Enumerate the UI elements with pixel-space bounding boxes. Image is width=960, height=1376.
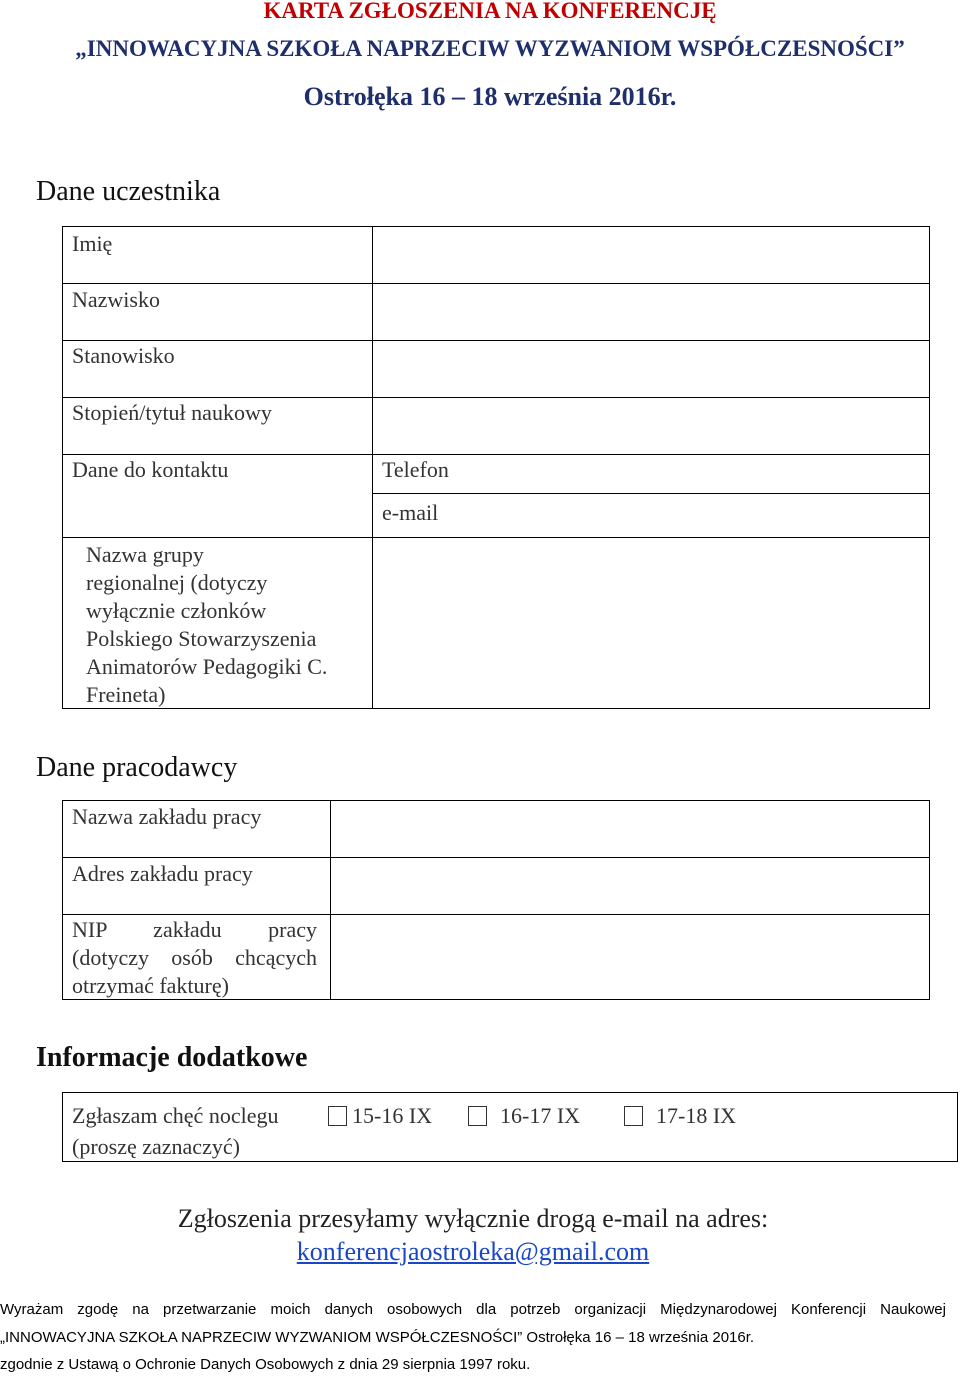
employer-name-field[interactable]	[331, 801, 929, 857]
contact-label: Dane do kontaktu	[72, 457, 229, 482]
option-label-16-17: 16-17 IX	[500, 1103, 581, 1128]
section-heading-participant: Dane uczestnika	[36, 176, 221, 207]
accommodation-note: (proszę zaznaczyć)	[72, 1134, 240, 1159]
section-heading-additional: Informacje dodatkowe	[36, 1042, 308, 1073]
checkbox-17-18[interactable]	[624, 1106, 643, 1126]
academic-title-field[interactable]	[373, 398, 929, 454]
form-title: KARTA ZGŁOSZENIA NA KONFERENCJĘ	[263, 0, 717, 23]
academic-title-label: Stopień/tytuł naukowy	[72, 400, 272, 425]
last-name-field[interactable]	[373, 284, 929, 340]
checkbox-15-16[interactable]	[328, 1106, 347, 1126]
first-name-label: Imię	[72, 231, 113, 256]
employer-name-label: Nazwa zakładu pracy	[72, 804, 262, 829]
first-name-field[interactable]	[373, 227, 929, 283]
checkbox-16-17[interactable]	[468, 1106, 487, 1126]
option-label-17-18: 17-18 IX	[656, 1103, 737, 1128]
employer-address-label: Adres zakładu pracy	[72, 861, 253, 886]
email-label: e-mail	[382, 500, 439, 525]
position-field[interactable]	[373, 341, 929, 397]
section-heading-employer: Dane pracodawcy	[36, 752, 238, 783]
accommodation-label: Zgłaszam chęć noclegu	[72, 1103, 279, 1128]
submission-notice: Zgłoszenia przesyłamy wyłącznie drogą e-mail na adres:	[177, 1204, 769, 1233]
last-name-label: Nazwisko	[72, 287, 160, 312]
email-field[interactable]	[450, 494, 929, 537]
submission-email-link[interactable]: konferencjaostroleka@gmail.com	[296, 1237, 650, 1266]
consent-line-1: Wyrażam zgodę na przetwarzanie moich danych osobowych dla potrzeb organizacji Międzynarodowej Konferencji Naukowej	[0, 1301, 946, 1318]
conference-place-date: Ostrołęka 16 – 18 września 2016r.	[303, 82, 677, 111]
conference-name: „INNOWACYJNA SZKOŁA NAPRZECIW WYZWANIOM WSPÓŁCZESNOŚCI”	[75, 36, 905, 61]
phone-field[interactable]	[470, 455, 929, 493]
regional-group-field[interactable]	[373, 538, 929, 708]
employer-address-field[interactable]	[331, 858, 929, 914]
phone-label: Telefon	[382, 457, 449, 482]
position-label: Stanowisko	[72, 343, 175, 368]
employer-nip-field[interactable]	[331, 915, 929, 999]
option-label-15-16: 15-16 IX	[352, 1103, 433, 1128]
consent-line-2: „INNOWACYJNA SZKOŁA NAPRZECIW WYZWANIOM WSPÓŁCZESNOŚCI” Ostrołęka 16 – 18 września 2016r.	[0, 1329, 755, 1346]
consent-line-3: zgodnie z Ustawą o Ochronie Danych Osobowych z dnia 29 sierpnia 1997 roku.	[0, 1356, 531, 1373]
